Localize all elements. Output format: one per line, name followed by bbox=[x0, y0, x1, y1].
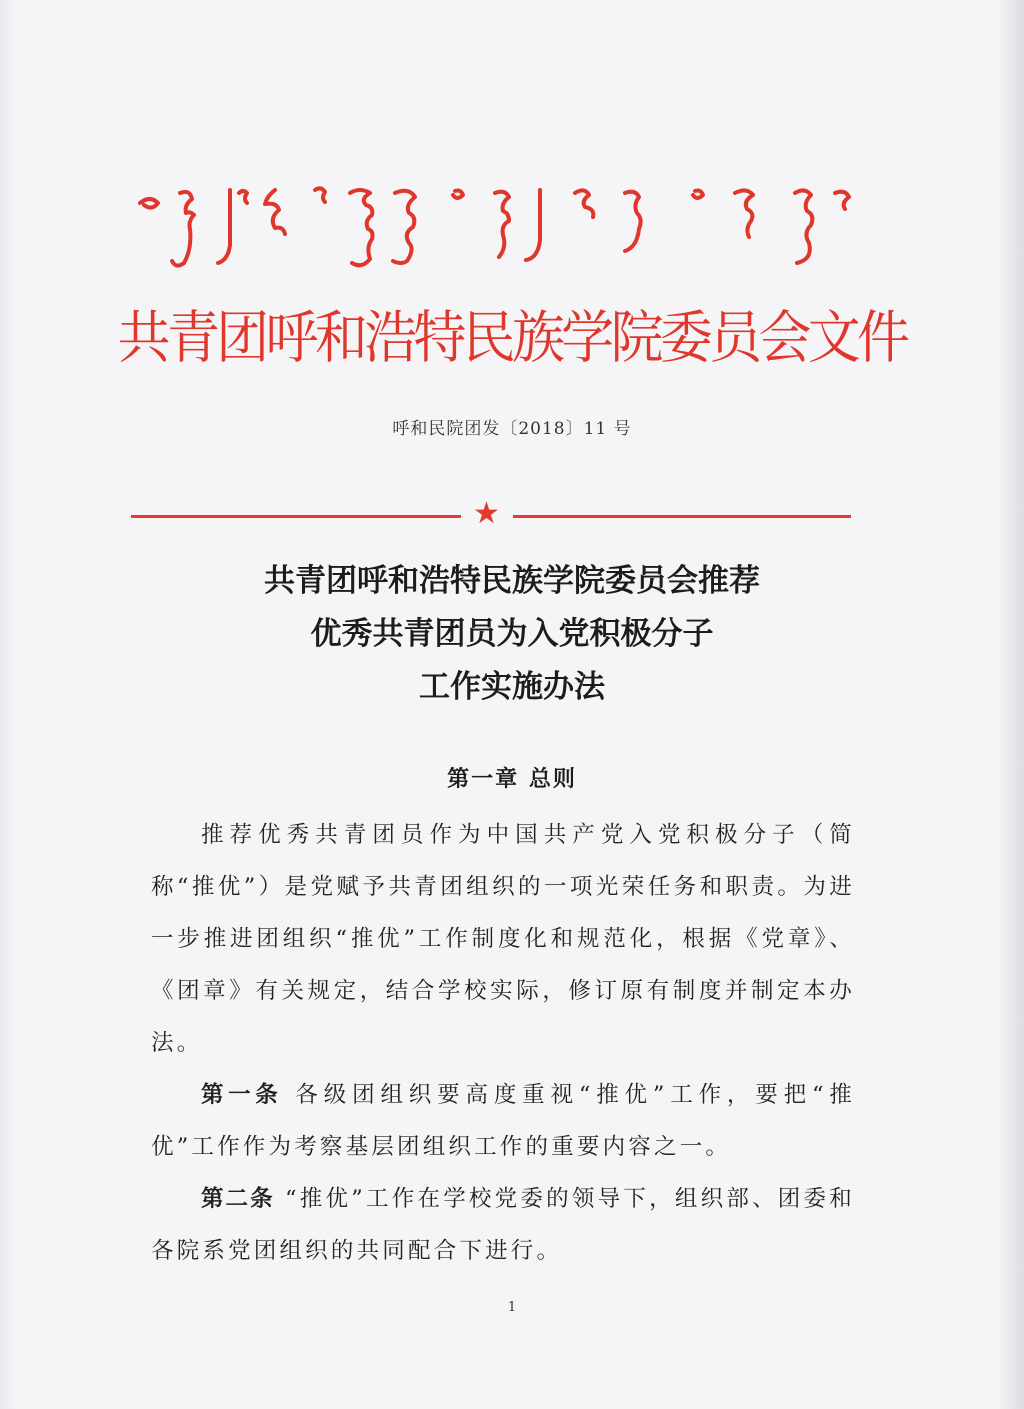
document-title bbox=[0, 555, 1024, 714]
divider-line-left bbox=[131, 515, 461, 518]
red-divider bbox=[131, 496, 851, 531]
intro-paragraph: 推荐优秀共青团员作为中国共产党入党积极分子（简称“推优”）是党赋予共青团组织的一项光荣任务和职责。为进一步推进团组织“推优”工作制度化和规范化，根据《党章》、《团章》有关规定，结合学校实际，修订原有制度并制定本办法。 bbox=[151, 822, 855, 1056]
article-2-text: “推优”工作在学校党委的领导下，组织部、团委和各院系党团组织的共同配合下进行。 bbox=[151, 1186, 855, 1264]
divider-line-right bbox=[513, 515, 851, 518]
title-line-1: 共青团呼和浩特民族学院委员会推荐 bbox=[264, 563, 760, 599]
article-1-label: 第一条 bbox=[201, 1082, 283, 1108]
star-icon: ★ bbox=[473, 496, 500, 531]
body-text bbox=[151, 809, 855, 1277]
article-2-label: 第二条 bbox=[201, 1186, 275, 1212]
red-header-title: 共青团呼和浩特民族学院委员会文件 bbox=[117, 305, 907, 371]
article-1-text: 各级团组织要高度重视“推优”工作，要把“推优”工作作为考察基层团组织工作的重要内容之一。 bbox=[151, 1082, 855, 1160]
article-2 bbox=[151, 1173, 855, 1277]
mongolian-script-graphic bbox=[135, 185, 855, 280]
mongolian-script-header bbox=[135, 185, 855, 280]
title-line-2: 优秀共青团员为入党积极分子 bbox=[310, 616, 714, 652]
document-number: 呼和民院团发〔2018〕11 号 bbox=[392, 419, 632, 439]
page-number: 1 bbox=[507, 1300, 517, 1315]
article-1 bbox=[151, 1069, 855, 1173]
title-line-3: 工作实施办法 bbox=[419, 669, 605, 705]
chapter-heading: 第一章 总则 bbox=[447, 767, 577, 792]
